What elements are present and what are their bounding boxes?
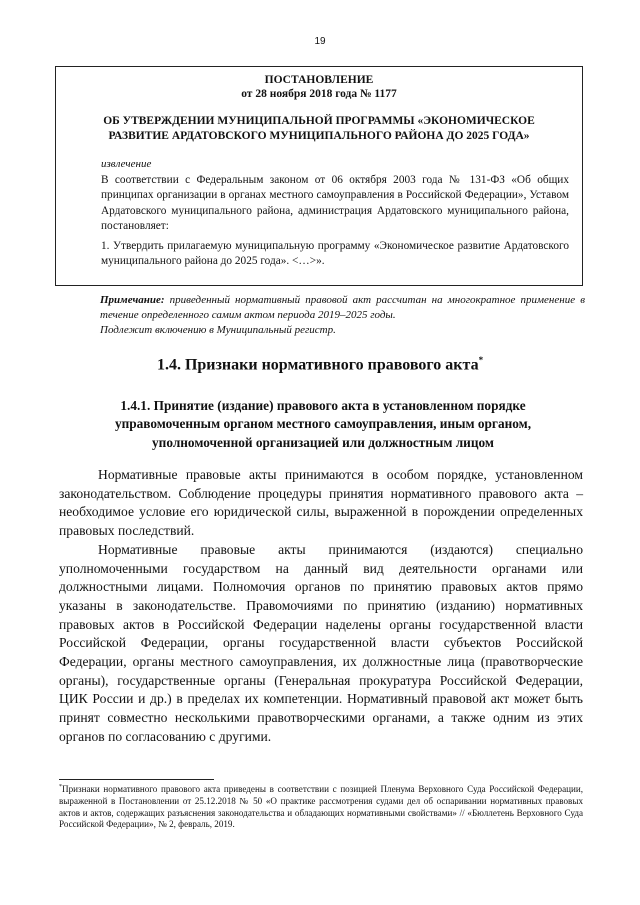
decree-item-1: 1. Утвердить прилагаемую муниципальную программу «Экономическое развитие Ардатовского муниципального района до 2025 года». <…>».: [101, 240, 569, 268]
note-paragraph: [100, 293, 585, 323]
decree-extract-box: [55, 66, 583, 286]
note-text: приведенный нормативный правовой акт рассчитан на многократное применение в течение определенного самим актом периода 2019–2025 годы.: [100, 294, 585, 321]
section-heading: [0, 355, 640, 374]
page-number: 19: [314, 36, 326, 47]
note-label: Примечание:: [100, 294, 165, 306]
subsection-heading: 1.4.1. Принятие (издание) правового акта в установленном порядке управомоченным органом местного самоуправления, иным органом, уполномоченной организацией или должностным лицом: [114, 398, 532, 450]
footnote-text: Признаки нормативного правового акта приведены в соответствии с позицией Пленума Верховного Суда Российской Федерации, выраженной в Постановлении от 25.12.2018 № 50 «О практике рассмотрения судами дел об оспаривании нормативных правовых актов и актов, содержащих разъяснения законодательства и обладающих нормативными свойствами» // «Бюллетень Верховного Суда Российской Федерации», № 2, февраль, 2019.: [59, 784, 583, 830]
footnote-mark: *: [59, 784, 62, 790]
body-text: [59, 466, 583, 747]
paragraph-1: Нормативные правовые акты принимаются в особом порядке, установленном законодательством. Соблюдение процедуры принятия нормативного правового акта – необходимое условие его юридической силы, выраженной в порождении определенных правовых последствий.: [59, 467, 583, 539]
footnote: [59, 782, 583, 831]
decree-title: [56, 73, 582, 101]
footnote-divider: [59, 779, 214, 780]
decree-title-line1: ПОСТАНОВЛЕНИЕ: [264, 74, 374, 86]
footnote-reference-mark: *: [478, 355, 484, 365]
decree-preamble: В соответствии с Федеральным законом от 06 октября 2003 года № 131-ФЗ «Об общих принципах организации в органах местного самоуправления в Российской Федерации», Уставом Ардатовского муниципального района, администрация Ардатовского муниципального района, постановляет:: [101, 174, 569, 233]
section-heading-text: 1.4. Признаки нормативного правового акта: [156, 356, 479, 374]
paragraph-2: Нормативные правовые акты принимаются (издаются) специально уполномоченными государством на данный вид деятельности органами или должностными лицами. Полномочия органов по принятию правовых актов прямо указаны в законодательстве. Правомочиями по принятию (изданию) нормативных правовых актов в Российской Федерации наделены органы государственной власти Российской Федерации, органы государственной власти субъектов Российской Федерации, органы местного самоуправления, их должностные лица (правотворческие органы), государственные органы (Генеральная прокуратура Российской Федерации, ЦИК России и др.) в пределах их компетенции. Нормативный правовой акт может быть принят совместно несколькими правотворческими органами, а также одним из этих органов по согласованию с другими.: [59, 541, 583, 744]
registry-note: Подлежит включению в Муниципальный регистр.: [100, 324, 336, 336]
decree-heading: ОБ УТВЕРЖДЕНИИ МУНИЦИПАЛЬНОЙ ПРОГРАММЫ «ЭКОНОМИЧЕСКОЕ РАЗВИТИЕ АРДАТОВСКОГО МУНИЦИПАЛЬНОГО РАЙОНА ДО 2025 ГОДА»: [103, 115, 535, 142]
decree-title-line2: от 28 ноября 2018 года № 1177: [241, 88, 397, 100]
extract-label: извлечение: [101, 158, 152, 170]
